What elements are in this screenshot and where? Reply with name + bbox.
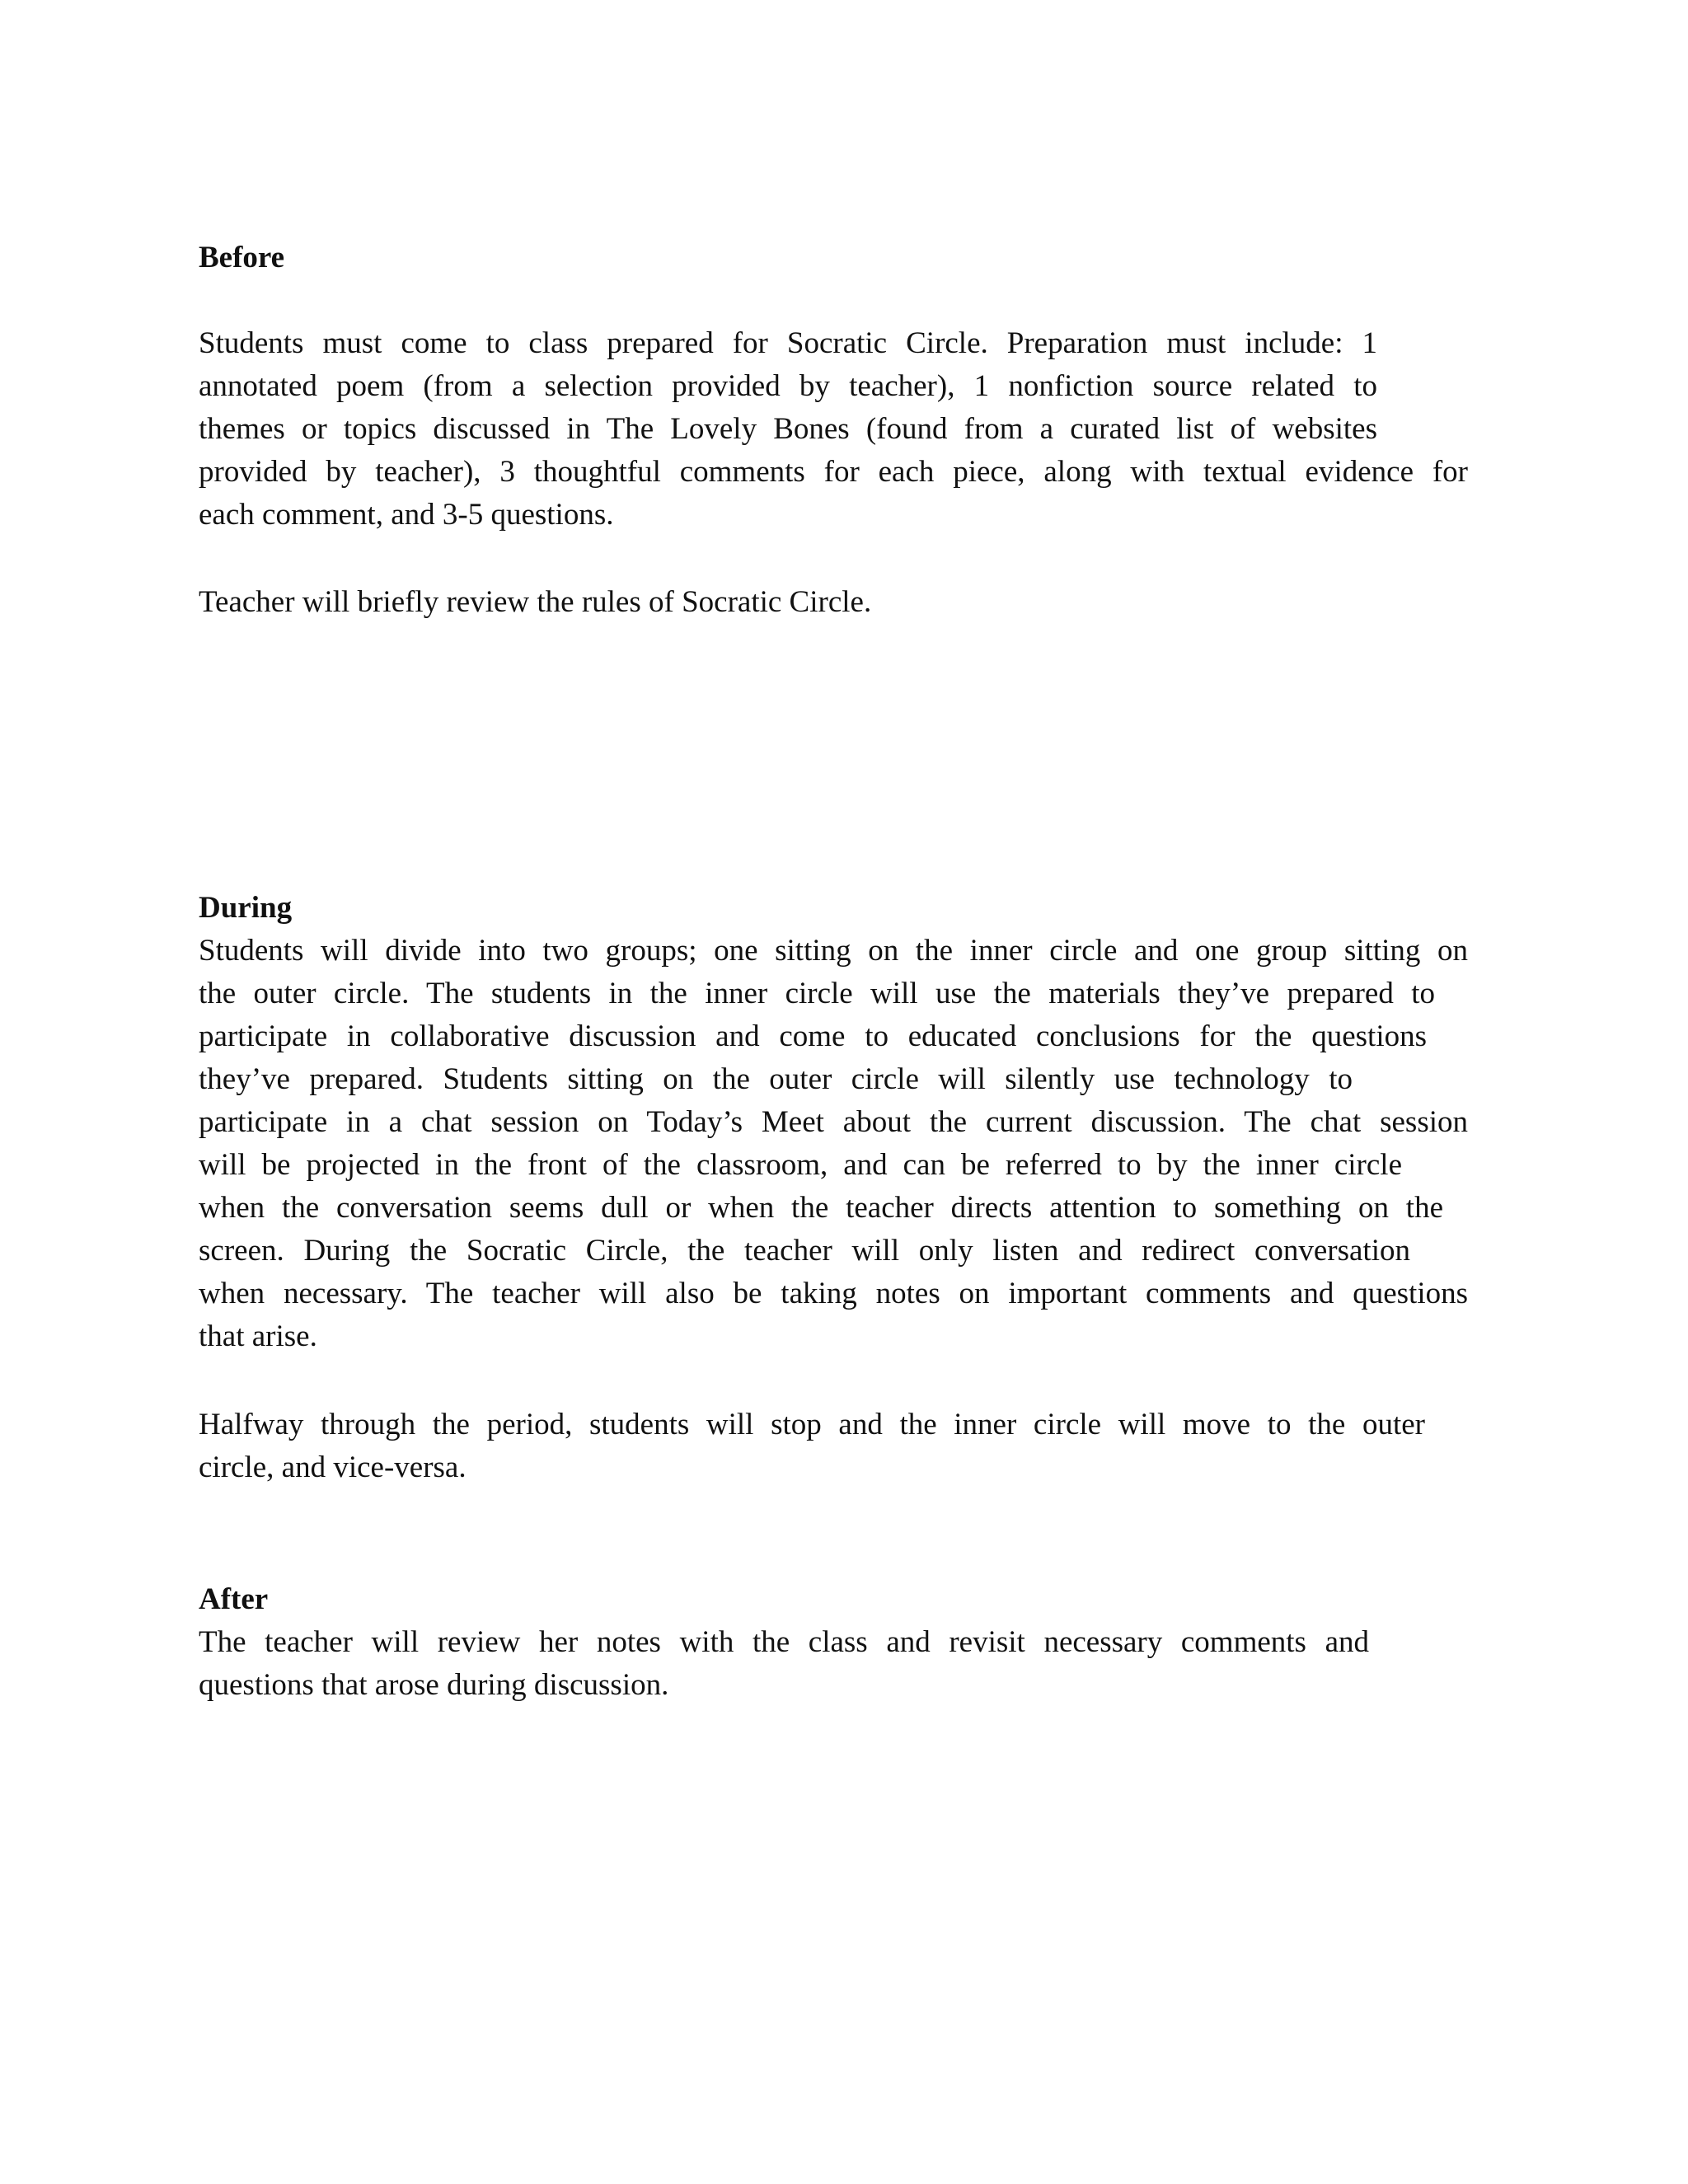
text-line: the outer circle. The students in the inner circle will use the materials they’ve prepared to — [199, 977, 1435, 1010]
text-line: Students will divide into two groups; one sitting on the inner circle and one group sitting on — [199, 934, 1468, 968]
text-line: The teacher will review her notes with the class and revisit necessary comments and — [199, 1625, 1369, 1659]
text-line: when necessary. The teacher will also be taking notes on important comments and questions — [199, 1277, 1468, 1310]
before-paragraph-2 — [199, 581, 871, 624]
text-line: they’ve prepared. Students sitting on the outer circle will silently use technology to — [199, 1062, 1353, 1096]
text-line: Students must come to class prepared for Socratic Circle. Preparation must include: 1 — [199, 326, 1377, 360]
during-heading: During — [199, 891, 293, 925]
before-heading: Before — [199, 241, 285, 274]
text-line: questions that arose during discussion. — [199, 1668, 669, 1702]
text-line: participate in a chat session on Today’s Meet about the current discussion. The chat session — [199, 1105, 1468, 1139]
text-line: will be projected in the front of the classroom, and can be referred to by the inner circle — [199, 1148, 1402, 1182]
text-line: each comment, and 3-5 questions. — [199, 498, 614, 532]
text-line: themes or topics discussed in The Lovely Bones (found from a curated list of websites — [199, 412, 1377, 446]
before-paragraph-1 — [199, 322, 1468, 537]
text-line: when the conversation seems dull or when the teacher directs attention to something on the — [199, 1191, 1443, 1225]
text-line: participate in collaborative discussion and come to educated conclusions for the questions — [199, 1019, 1427, 1053]
text-line: provided by teacher), 3 thoughtful comments for each piece, along with textual evidence for — [199, 455, 1468, 489]
during-paragraph-1 — [199, 930, 1468, 1358]
text-line: screen. During the Socratic Circle, the teacher will only listen and redirect conversation — [199, 1234, 1410, 1268]
text-line: annotated poem (from a selection provided by teacher), 1 nonfiction source related to — [199, 369, 1377, 403]
text-line: Halfway through the period, students will stop and the inner circle will move to the outer — [199, 1408, 1425, 1441]
after-heading: After — [199, 1582, 269, 1616]
during-paragraph-2 — [199, 1404, 1468, 1489]
text-line: circle, and vice-versa. — [199, 1451, 467, 1484]
text-line: Teacher will briefly review the rules of Socratic Circle. — [199, 585, 872, 619]
text-line: that arise. — [199, 1319, 317, 1353]
after-paragraph-1 — [199, 1621, 1468, 1707]
